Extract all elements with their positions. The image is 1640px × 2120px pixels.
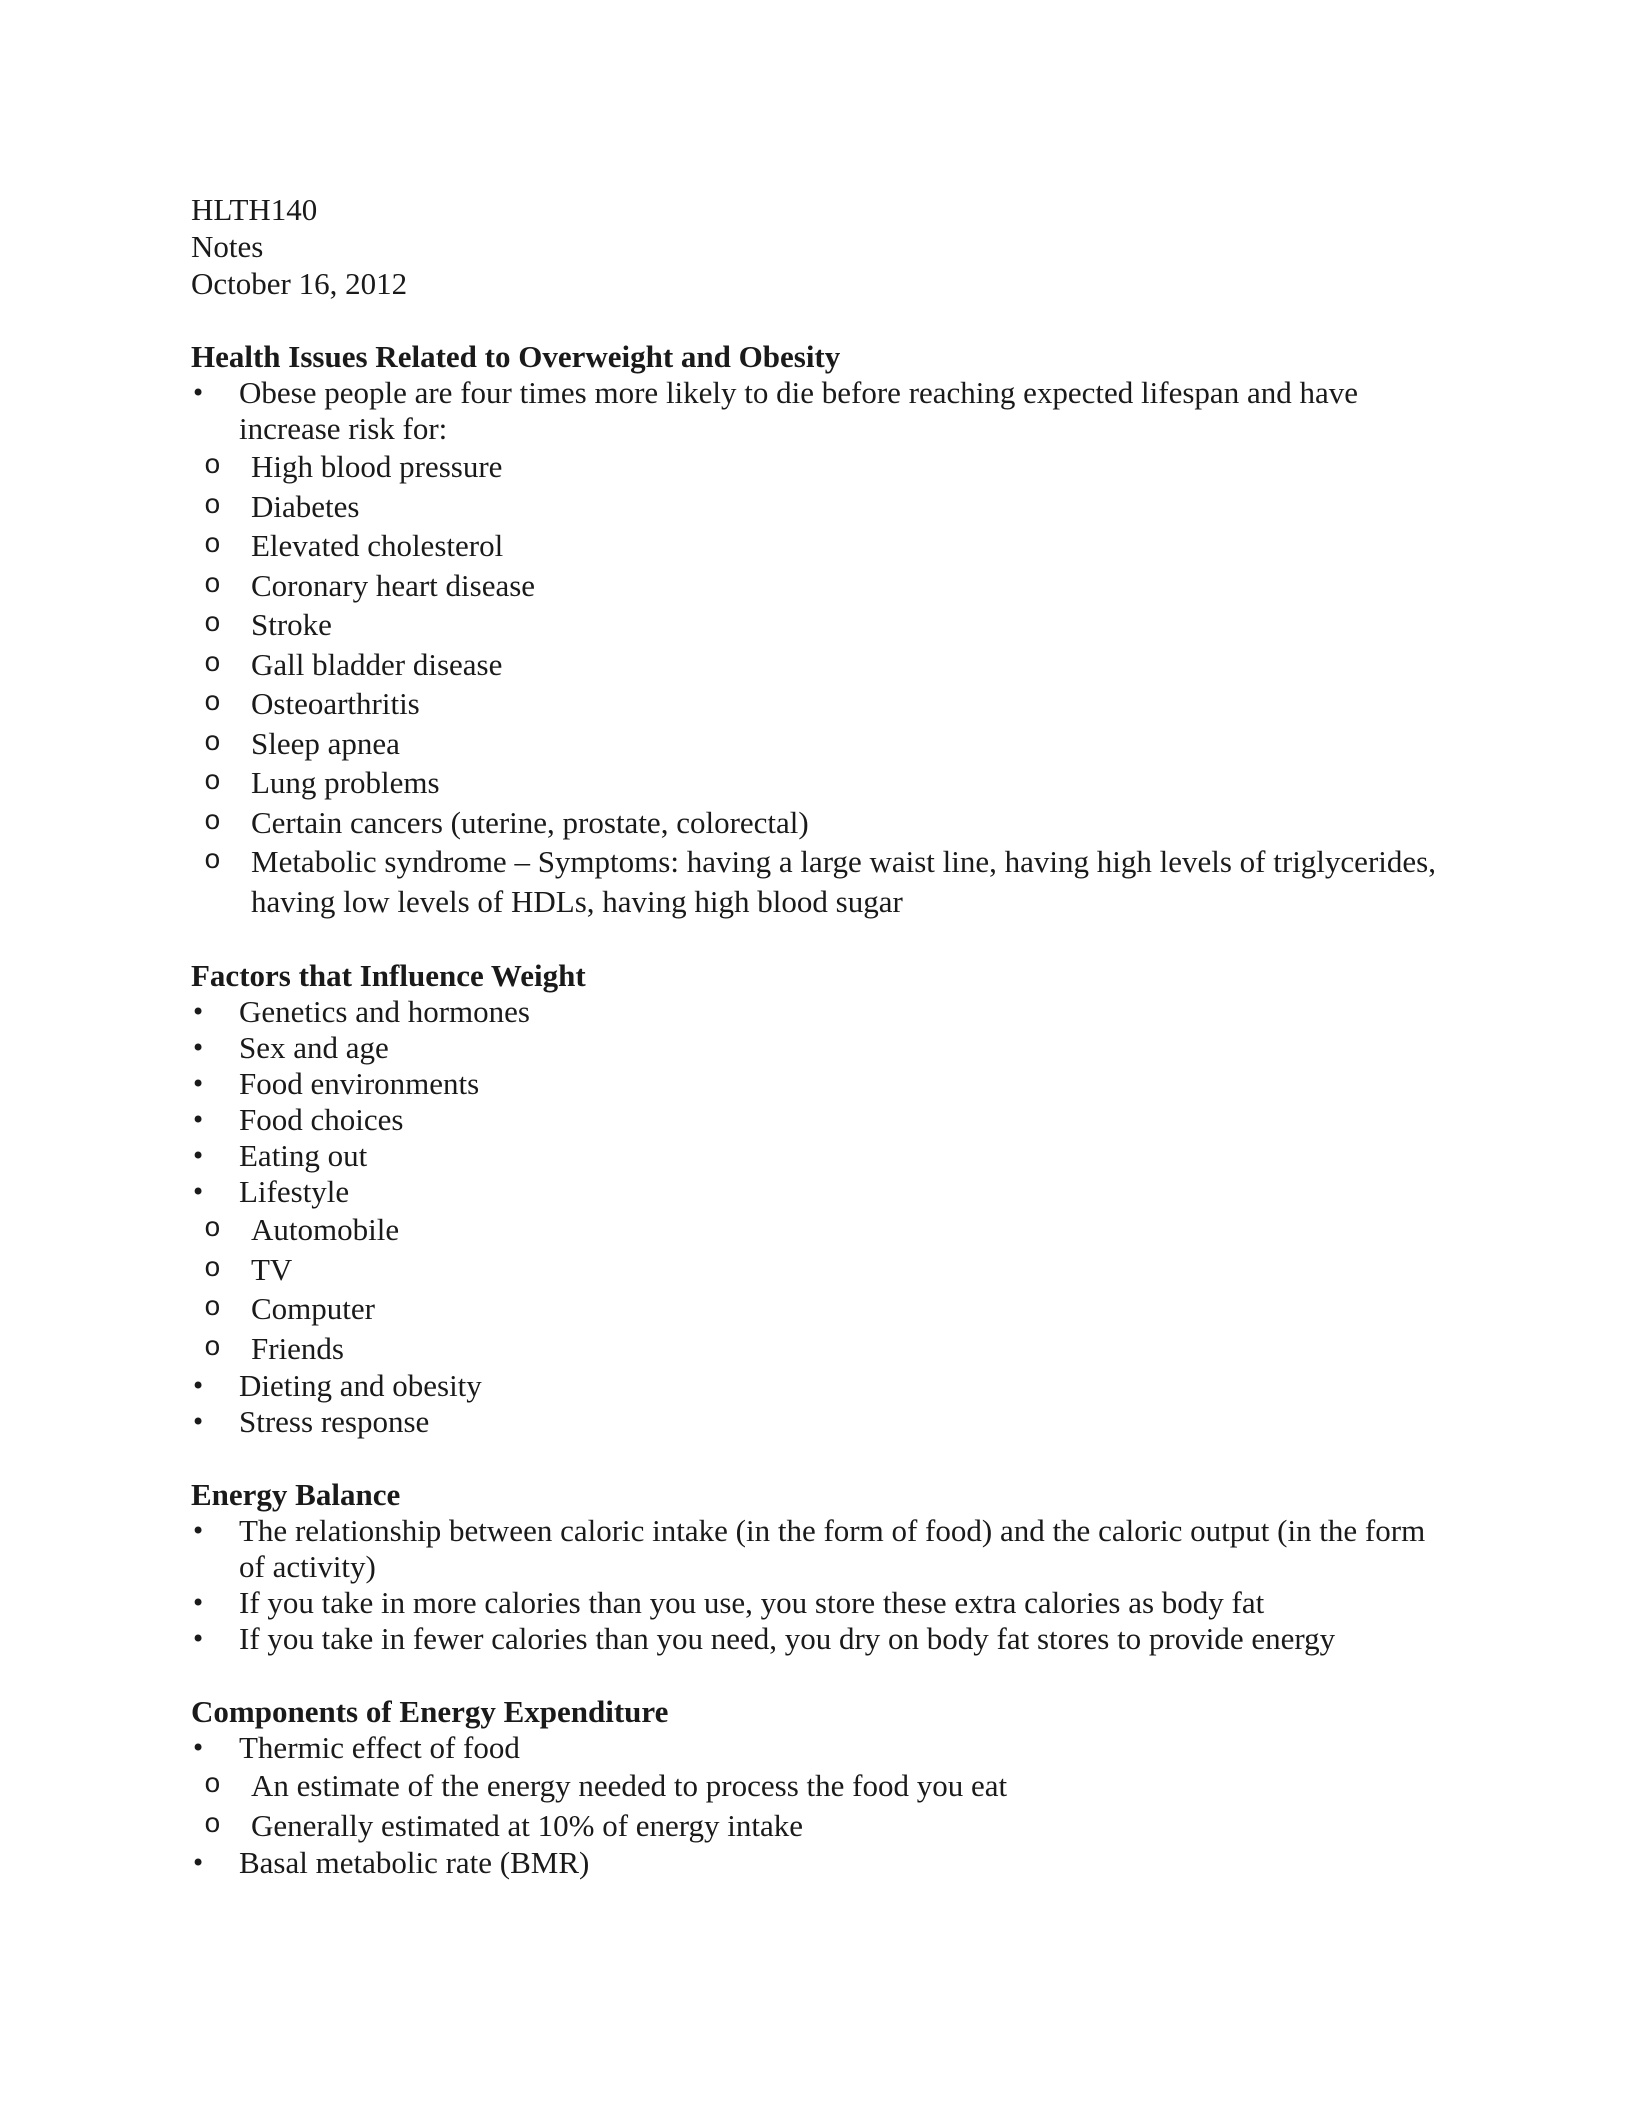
bullet-icon: • (191, 1034, 206, 1062)
circle-bullet-icon: o (204, 727, 221, 759)
sub-list-item (191, 566, 1451, 606)
bullet-icon: • (191, 1517, 206, 1545)
sub-list-item-text: An estimate of the energy needed to process the food you eat (251, 1768, 1008, 1803)
sub-list-item (191, 803, 1451, 843)
circle-bullet-icon: o (204, 846, 221, 877)
list-item-text: Food choices (239, 1102, 404, 1137)
sub-list-item-text: Lung problems (251, 765, 440, 800)
sub-list-item-text: Diabetes (251, 488, 360, 524)
list-item-text: Thermic effect of food (239, 1730, 520, 1765)
list-item (191, 994, 1451, 1030)
sub-list-item-text: Osteoarthritis (251, 686, 420, 721)
sub-bullet-list (191, 447, 1451, 921)
list-item (191, 1368, 1451, 1404)
list-item (191, 1513, 1451, 1585)
circle-bullet-icon: o (204, 451, 221, 482)
circle-bullet-icon: o (204, 1293, 221, 1324)
sub-list-item-text: Stroke (251, 607, 332, 642)
list-item (191, 1066, 1451, 1102)
sub-list-item-text: Elevated cholesterol (251, 528, 504, 563)
circle-bullet-icon: o (204, 530, 221, 561)
sub-list-item (191, 763, 1451, 803)
bullet-icon: • (191, 1142, 206, 1170)
bullet-icon: • (191, 998, 206, 1026)
sub-list-item (191, 1806, 1451, 1846)
section-heading: Factors that Influence Weight (191, 958, 586, 993)
sub-list-item (191, 605, 1451, 645)
course-code: HLTH140 (191, 192, 318, 227)
bullet-icon: • (191, 1372, 206, 1400)
list-item (191, 1174, 1451, 1368)
bullet-icon: • (191, 1070, 206, 1098)
list-item-text: Lifestyle (239, 1174, 350, 1209)
list-item (191, 1102, 1451, 1138)
list-item (191, 1030, 1451, 1066)
circle-bullet-icon: o (204, 609, 221, 640)
circle-bullet-icon: o (204, 569, 221, 601)
sub-list-item (191, 842, 1451, 921)
circle-bullet-icon: o (204, 688, 221, 719)
list-item-text: If you take in more calories than you use, you store these extra calories as body fat (239, 1585, 1265, 1620)
sub-list-item-text: Generally estimated at 10% of energy intake (251, 1807, 804, 1843)
list-item (191, 1621, 1451, 1657)
bullet-icon: • (191, 1408, 206, 1436)
list-item-text: Food environments (239, 1066, 480, 1101)
bullet-icon: • (191, 379, 206, 407)
bullet-icon: • (191, 1589, 206, 1617)
list-item-text: Obese people are four times more likely to die before reaching expected lifespan and have increase risk for: (239, 375, 1358, 446)
bullet-list (191, 1730, 1451, 1881)
list-item-text: If you take in fewer calories than you need, you dry on body fat stores to provide energy (239, 1621, 1336, 1656)
list-item (191, 1138, 1451, 1174)
sub-list-item (191, 1329, 1451, 1369)
notes-section (191, 1694, 1451, 1881)
list-item-text: Eating out (239, 1138, 368, 1173)
circle-bullet-icon: o (204, 1332, 221, 1364)
sub-list-item-text: Friends (251, 1330, 344, 1366)
sub-list-item (191, 447, 1451, 487)
sub-list-item-text: Certain cancers (uterine, prostate, colorectal) (251, 804, 809, 840)
list-item (191, 1730, 1451, 1845)
sub-list-item (191, 487, 1451, 527)
sub-list-item-text: Coronary heart disease (251, 567, 536, 603)
sub-list-item (191, 684, 1451, 724)
sub-list-item (191, 526, 1451, 566)
list-item-text: Sex and age (239, 1030, 389, 1065)
sub-list-item (191, 1766, 1451, 1806)
circle-bullet-icon: o (204, 1253, 221, 1285)
notes-section (191, 958, 1451, 1440)
list-item (191, 1585, 1451, 1621)
document-header (191, 192, 1451, 303)
bullet-list (191, 994, 1451, 1440)
list-item-text: The relationship between caloric intake (in the form of food) and the caloric output (in the form of activity) (239, 1513, 1426, 1584)
notes-section (191, 1477, 1451, 1657)
circle-bullet-icon: o (204, 490, 221, 522)
list-item-text: Dieting and obesity (239, 1368, 482, 1403)
circle-bullet-icon: o (204, 1214, 221, 1245)
section-heading: Health Issues Related to Overweight and Obesity (191, 339, 841, 374)
circle-bullet-icon: o (204, 1770, 221, 1801)
bullet-icon: • (191, 1734, 206, 1762)
sub-list-item (191, 645, 1451, 685)
sub-bullet-list (191, 1210, 1451, 1368)
bullet-icon: • (191, 1849, 206, 1877)
sub-list-item-text: Gall bladder disease (251, 646, 503, 682)
bullet-list (191, 1513, 1451, 1657)
section-heading: Components of Energy Expenditure (191, 1694, 669, 1729)
sub-list-item (191, 1210, 1451, 1250)
circle-bullet-icon: o (204, 806, 221, 838)
sub-list-item (191, 1289, 1451, 1329)
circle-bullet-icon: o (204, 1809, 221, 1841)
bullet-list (191, 375, 1451, 921)
sub-bullet-list (191, 1766, 1451, 1845)
list-item-text: Stress response (239, 1404, 430, 1439)
list-item (191, 375, 1451, 921)
bullet-icon: • (191, 1625, 206, 1653)
circle-bullet-icon: o (204, 767, 221, 798)
notes-body (191, 339, 1451, 1881)
list-item-text: Genetics and hormones (239, 994, 530, 1029)
sub-list-item-text: Metabolic syndrome – Symptoms: having a large waist line, having high levels of triglycerides, having low levels of HDLs, having high blood sugar (251, 844, 1436, 919)
document-date: October 16, 2012 (191, 266, 408, 301)
document-type: Notes (191, 229, 264, 264)
sub-list-item (191, 1250, 1451, 1290)
list-item-text: Basal metabolic rate (BMR) (239, 1845, 590, 1880)
bullet-icon: • (191, 1178, 206, 1206)
list-item (191, 1845, 1451, 1881)
sub-list-item-text: High blood pressure (251, 449, 503, 484)
sub-list-item-text: Sleep apnea (251, 725, 400, 761)
notes-section (191, 339, 1451, 921)
list-item (191, 1404, 1451, 1440)
sub-list-item-text: Computer (251, 1291, 375, 1326)
document-page (191, 192, 1451, 1918)
circle-bullet-icon: o (204, 648, 221, 680)
sub-list-item-text: TV (251, 1251, 293, 1287)
sub-list-item (191, 724, 1451, 764)
bullet-icon: • (191, 1106, 206, 1134)
sub-list-item-text: Automobile (251, 1212, 400, 1247)
section-heading: Energy Balance (191, 1477, 401, 1512)
